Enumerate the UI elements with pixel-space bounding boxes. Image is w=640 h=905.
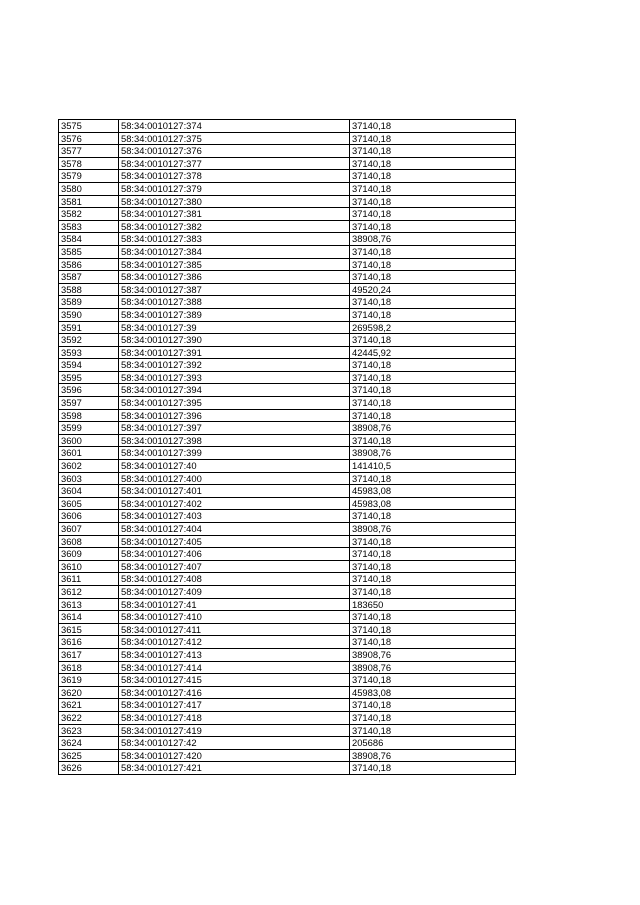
cadastral-number-cell: 58:34:0010127:398 xyxy=(119,434,350,447)
table-row xyxy=(59,359,516,372)
row-number-cell: 3589 xyxy=(59,296,119,309)
table-row xyxy=(59,737,516,750)
value-cell: 38908,76 xyxy=(350,648,516,661)
cadastral-number-cell: 58:34:0010127:40 xyxy=(119,460,350,473)
value-cell: 205686 xyxy=(350,737,516,750)
cadastral-number-cell: 58:34:0010127:384 xyxy=(119,245,350,258)
cadastral-number-cell: 58:34:0010127:377 xyxy=(119,157,350,170)
cadastral-number-cell: 58:34:0010127:404 xyxy=(119,523,350,536)
row-number-cell: 3583 xyxy=(59,220,119,233)
table-row xyxy=(59,447,516,460)
value-cell: 37140,18 xyxy=(350,560,516,573)
cadastral-number-cell: 58:34:0010127:378 xyxy=(119,170,350,183)
row-number-cell: 3580 xyxy=(59,182,119,195)
row-number-cell: 3597 xyxy=(59,397,119,410)
row-number-cell: 3591 xyxy=(59,321,119,334)
value-cell: 37140,18 xyxy=(350,258,516,271)
table-body xyxy=(59,120,516,775)
cadastral-number-cell: 58:34:0010127:39 xyxy=(119,321,350,334)
data-table xyxy=(58,119,516,775)
value-cell: 37140,18 xyxy=(350,623,516,636)
table-row xyxy=(59,397,516,410)
row-number-cell: 3581 xyxy=(59,195,119,208)
cadastral-number-cell: 58:34:0010127:403 xyxy=(119,510,350,523)
row-number-cell: 3621 xyxy=(59,699,119,712)
table-row xyxy=(59,648,516,661)
value-cell: 38908,76 xyxy=(350,447,516,460)
cadastral-number-cell: 58:34:0010127:406 xyxy=(119,548,350,561)
value-cell: 37140,18 xyxy=(350,585,516,598)
value-cell: 37140,18 xyxy=(350,182,516,195)
table-row xyxy=(59,145,516,158)
value-cell: 37140,18 xyxy=(350,397,516,410)
table-row xyxy=(59,686,516,699)
table-row xyxy=(59,711,516,724)
table-row xyxy=(59,132,516,145)
cadastral-number-cell: 58:34:0010127:394 xyxy=(119,384,350,397)
row-number-cell: 3611 xyxy=(59,573,119,586)
row-number-cell: 3607 xyxy=(59,523,119,536)
cadastral-number-cell: 58:34:0010127:381 xyxy=(119,208,350,221)
cadastral-number-cell: 58:34:0010127:407 xyxy=(119,560,350,573)
table-row xyxy=(59,157,516,170)
cadastral-number-cell: 58:34:0010127:399 xyxy=(119,447,350,460)
row-number-cell: 3600 xyxy=(59,434,119,447)
value-cell: 37140,18 xyxy=(350,535,516,548)
table-row xyxy=(59,434,516,447)
table-row xyxy=(59,560,516,573)
value-cell: 38908,76 xyxy=(350,661,516,674)
cadastral-number-cell: 58:34:0010127:414 xyxy=(119,661,350,674)
table-row xyxy=(59,321,516,334)
cadastral-number-cell: 58:34:0010127:419 xyxy=(119,724,350,737)
value-cell: 37140,18 xyxy=(350,409,516,422)
row-number-cell: 3592 xyxy=(59,334,119,347)
table-row xyxy=(59,724,516,737)
row-number-cell: 3604 xyxy=(59,485,119,498)
cadastral-number-cell: 58:34:0010127:385 xyxy=(119,258,350,271)
value-cell: 37140,18 xyxy=(350,271,516,284)
row-number-cell: 3619 xyxy=(59,674,119,687)
table-row xyxy=(59,233,516,246)
table-row xyxy=(59,523,516,536)
value-cell: 37140,18 xyxy=(350,245,516,258)
row-number-cell: 3609 xyxy=(59,548,119,561)
row-number-cell: 3615 xyxy=(59,623,119,636)
table-row xyxy=(59,245,516,258)
cadastral-number-cell: 58:34:0010127:408 xyxy=(119,573,350,586)
value-cell: 45983,08 xyxy=(350,497,516,510)
row-number-cell: 3624 xyxy=(59,737,119,750)
table-row xyxy=(59,623,516,636)
row-number-cell: 3579 xyxy=(59,170,119,183)
cadastral-number-cell: 58:34:0010127:395 xyxy=(119,397,350,410)
row-number-cell: 3585 xyxy=(59,245,119,258)
cadastral-number-cell: 58:34:0010127:382 xyxy=(119,220,350,233)
value-cell: 37140,18 xyxy=(350,120,516,133)
row-number-cell: 3594 xyxy=(59,359,119,372)
row-number-cell: 3596 xyxy=(59,384,119,397)
cadastral-number-cell: 58:34:0010127:393 xyxy=(119,371,350,384)
value-cell: 37140,18 xyxy=(350,384,516,397)
cadastral-number-cell: 58:34:0010127:374 xyxy=(119,120,350,133)
value-cell: 45983,08 xyxy=(350,485,516,498)
table-row xyxy=(59,120,516,133)
value-cell: 49520,24 xyxy=(350,283,516,296)
row-number-cell: 3625 xyxy=(59,749,119,762)
cadastral-number-cell: 58:34:0010127:387 xyxy=(119,283,350,296)
row-number-cell: 3626 xyxy=(59,762,119,775)
row-number-cell: 3613 xyxy=(59,598,119,611)
cadastral-number-cell: 58:34:0010127:412 xyxy=(119,636,350,649)
row-number-cell: 3582 xyxy=(59,208,119,221)
table-row xyxy=(59,573,516,586)
row-number-cell: 3603 xyxy=(59,472,119,485)
cadastral-number-cell: 58:34:0010127:392 xyxy=(119,359,350,372)
value-cell: 37140,18 xyxy=(350,157,516,170)
cadastral-number-cell: 58:34:0010127:409 xyxy=(119,585,350,598)
row-number-cell: 3618 xyxy=(59,661,119,674)
cadastral-number-cell: 58:34:0010127:389 xyxy=(119,308,350,321)
cadastral-number-cell: 58:34:0010127:396 xyxy=(119,409,350,422)
value-cell: 141410,5 xyxy=(350,460,516,473)
row-number-cell: 3622 xyxy=(59,711,119,724)
row-number-cell: 3602 xyxy=(59,460,119,473)
cadastral-number-cell: 58:34:0010127:383 xyxy=(119,233,350,246)
value-cell: 37140,18 xyxy=(350,711,516,724)
cadastral-number-cell: 58:34:0010127:388 xyxy=(119,296,350,309)
table-row xyxy=(59,220,516,233)
table-row xyxy=(59,460,516,473)
value-cell: 37140,18 xyxy=(350,359,516,372)
table-row xyxy=(59,510,516,523)
cadastral-number-cell: 58:34:0010127:376 xyxy=(119,145,350,158)
value-cell: 37140,18 xyxy=(350,699,516,712)
value-cell: 45983,08 xyxy=(350,686,516,699)
cadastral-number-cell: 58:34:0010127:390 xyxy=(119,334,350,347)
value-cell: 37140,18 xyxy=(350,510,516,523)
cadastral-number-cell: 58:34:0010127:421 xyxy=(119,762,350,775)
row-number-cell: 3605 xyxy=(59,497,119,510)
value-cell: 38908,76 xyxy=(350,422,516,435)
row-number-cell: 3588 xyxy=(59,283,119,296)
table-row xyxy=(59,699,516,712)
cadastral-number-cell: 58:34:0010127:375 xyxy=(119,132,350,145)
table-row xyxy=(59,384,516,397)
value-cell: 37140,18 xyxy=(350,573,516,586)
value-cell: 37140,18 xyxy=(350,132,516,145)
row-number-cell: 3617 xyxy=(59,648,119,661)
table-row xyxy=(59,308,516,321)
cadastral-number-cell: 58:34:0010127:402 xyxy=(119,497,350,510)
table-row xyxy=(59,296,516,309)
value-cell: 37140,18 xyxy=(350,472,516,485)
cadastral-number-cell: 58:34:0010127:379 xyxy=(119,182,350,195)
table-row xyxy=(59,208,516,221)
row-number-cell: 3608 xyxy=(59,535,119,548)
cadastral-number-cell: 58:34:0010127:411 xyxy=(119,623,350,636)
value-cell: 37140,18 xyxy=(350,636,516,649)
value-cell: 37140,18 xyxy=(350,220,516,233)
table-row xyxy=(59,585,516,598)
value-cell: 37140,18 xyxy=(350,434,516,447)
table-row xyxy=(59,422,516,435)
table-row xyxy=(59,182,516,195)
cadastral-number-cell: 58:34:0010127:416 xyxy=(119,686,350,699)
row-number-cell: 3614 xyxy=(59,611,119,624)
cadastral-number-cell: 58:34:0010127:401 xyxy=(119,485,350,498)
cadastral-number-cell: 58:34:0010127:42 xyxy=(119,737,350,750)
table-row xyxy=(59,636,516,649)
row-number-cell: 3616 xyxy=(59,636,119,649)
table-row xyxy=(59,535,516,548)
value-cell: 37140,18 xyxy=(350,611,516,624)
value-cell: 38908,76 xyxy=(350,233,516,246)
row-number-cell: 3593 xyxy=(59,346,119,359)
cadastral-number-cell: 58:34:0010127:400 xyxy=(119,472,350,485)
cadastral-number-cell: 58:34:0010127:391 xyxy=(119,346,350,359)
value-cell: 37140,18 xyxy=(350,195,516,208)
table-row xyxy=(59,346,516,359)
row-number-cell: 3601 xyxy=(59,447,119,460)
row-number-cell: 3623 xyxy=(59,724,119,737)
value-cell: 37140,18 xyxy=(350,170,516,183)
row-number-cell: 3587 xyxy=(59,271,119,284)
cadastral-number-cell: 58:34:0010127:397 xyxy=(119,422,350,435)
table-row xyxy=(59,472,516,485)
row-number-cell: 3576 xyxy=(59,132,119,145)
row-number-cell: 3575 xyxy=(59,120,119,133)
row-number-cell: 3577 xyxy=(59,145,119,158)
row-number-cell: 3599 xyxy=(59,422,119,435)
table-row xyxy=(59,170,516,183)
table-row xyxy=(59,497,516,510)
value-cell: 37140,18 xyxy=(350,724,516,737)
cadastral-number-cell: 58:34:0010127:386 xyxy=(119,271,350,284)
row-number-cell: 3586 xyxy=(59,258,119,271)
value-cell: 37140,18 xyxy=(350,208,516,221)
value-cell: 37140,18 xyxy=(350,308,516,321)
cadastral-number-cell: 58:34:0010127:413 xyxy=(119,648,350,661)
table-row xyxy=(59,548,516,561)
cadastral-number-cell: 58:34:0010127:415 xyxy=(119,674,350,687)
value-cell: 37140,18 xyxy=(350,145,516,158)
table-row xyxy=(59,258,516,271)
cadastral-number-cell: 58:34:0010127:420 xyxy=(119,749,350,762)
table-row xyxy=(59,611,516,624)
value-cell: 269598,2 xyxy=(350,321,516,334)
table-row xyxy=(59,674,516,687)
row-number-cell: 3606 xyxy=(59,510,119,523)
row-number-cell: 3610 xyxy=(59,560,119,573)
cadastral-number-cell: 58:34:0010127:405 xyxy=(119,535,350,548)
value-cell: 37140,18 xyxy=(350,674,516,687)
row-number-cell: 3584 xyxy=(59,233,119,246)
cadastral-number-cell: 58:34:0010127:417 xyxy=(119,699,350,712)
value-cell: 38908,76 xyxy=(350,523,516,536)
row-number-cell: 3590 xyxy=(59,308,119,321)
table-row xyxy=(59,661,516,674)
row-number-cell: 3598 xyxy=(59,409,119,422)
table-row xyxy=(59,749,516,762)
cadastral-number-cell: 58:34:0010127:380 xyxy=(119,195,350,208)
table-row xyxy=(59,334,516,347)
row-number-cell: 3578 xyxy=(59,157,119,170)
cadastral-number-cell: 58:34:0010127:418 xyxy=(119,711,350,724)
row-number-cell: 3620 xyxy=(59,686,119,699)
cadastral-number-cell: 58:34:0010127:41 xyxy=(119,598,350,611)
table-row xyxy=(59,283,516,296)
table-row xyxy=(59,371,516,384)
table-row xyxy=(59,598,516,611)
value-cell: 37140,18 xyxy=(350,762,516,775)
row-number-cell: 3595 xyxy=(59,371,119,384)
table-row xyxy=(59,409,516,422)
table-row xyxy=(59,485,516,498)
cadastral-number-cell: 58:34:0010127:410 xyxy=(119,611,350,624)
value-cell: 183650 xyxy=(350,598,516,611)
table-row xyxy=(59,271,516,284)
row-number-cell: 3612 xyxy=(59,585,119,598)
value-cell: 38908,76 xyxy=(350,749,516,762)
value-cell: 37140,18 xyxy=(350,296,516,309)
value-cell: 37140,18 xyxy=(350,334,516,347)
table-row xyxy=(59,195,516,208)
value-cell: 42445,92 xyxy=(350,346,516,359)
value-cell: 37140,18 xyxy=(350,548,516,561)
value-cell: 37140,18 xyxy=(350,371,516,384)
table-row xyxy=(59,762,516,775)
